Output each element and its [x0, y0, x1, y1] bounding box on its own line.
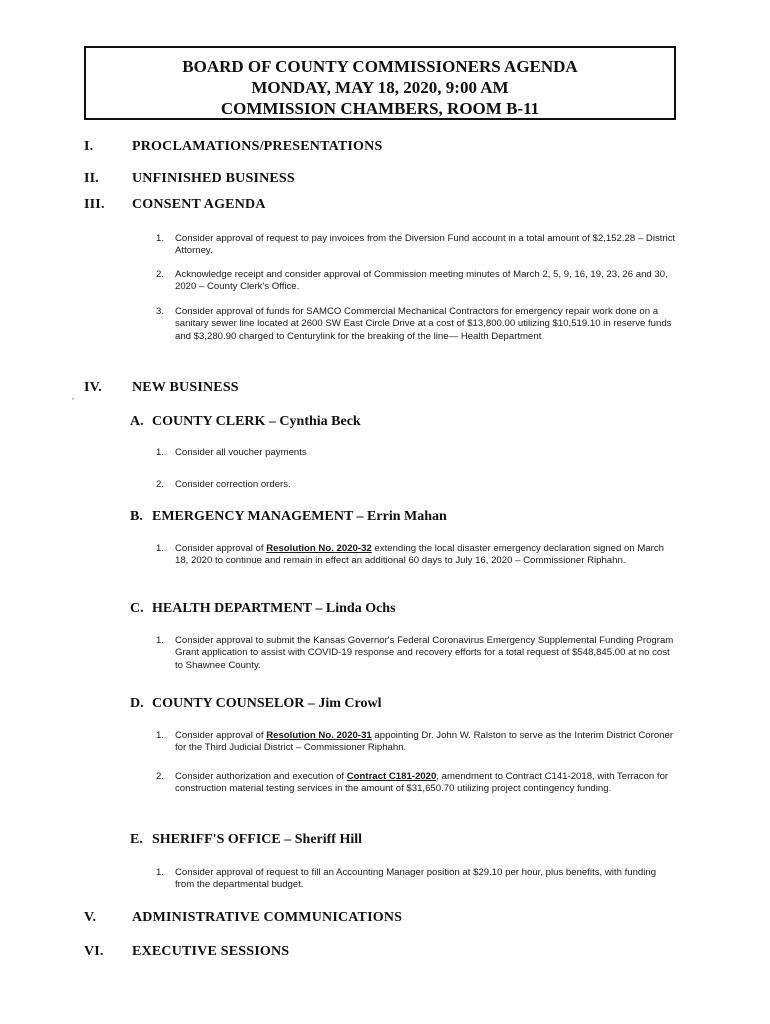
health-department-item-1 — [156, 635, 676, 672]
subsection-title: COUNTY COUNSELOR – Jim Crowl — [152, 696, 382, 711]
subsection-title: EMERGENCY MANAGEMENT – Errin Mahan — [152, 509, 447, 524]
subsection-letter: B. — [130, 509, 143, 524]
consent-item-2 — [156, 269, 676, 294]
section-administrative-communications — [84, 910, 402, 926]
item-text: Consider approval to submit the Kansas Governor's Federal Coronavirus Emergency Supplemental Funding Program Grant application to assist with COVID-19 response and recovery efforts for a total request of $548,845.00 at no cost to Shawnee County. — [175, 635, 674, 671]
item-number: 1. — [156, 233, 165, 244]
section-title: PROCLAMATIONS/PRESENTATIONS — [132, 139, 383, 154]
contract-link[interactable]: Contract C181-2020 — [346, 771, 437, 782]
item-number: 1. — [156, 543, 165, 554]
section-title: CONSENT AGENDA — [132, 197, 266, 212]
section-number: I. — [84, 139, 94, 154]
item-number: 2. — [156, 771, 165, 782]
item-text-pre: Consider approval of — [175, 730, 267, 741]
subsection-letter: E. — [130, 832, 143, 847]
section-number: IV. — [84, 380, 102, 395]
section-title: UNFINISHED BUSINESS — [132, 171, 295, 186]
agenda-title-line-2: MONDAY, MAY 18, 2020, 9:00 AM — [251, 78, 509, 97]
item-number: 2. — [156, 479, 165, 490]
subsection-county-counselor — [130, 696, 381, 712]
item-text: Consider approval of request to fill an Accounting Manager position at $29.10 per hour, plus benefits, with funding from the departmental budget. — [175, 867, 657, 891]
sheriffs-office-item-1 — [156, 867, 676, 892]
section-new-business — [84, 380, 239, 396]
item-text-post: , amendment to Contract C141-2018, with Terracon for construction material testing services in the amount of $31,650.70 utilizing project contingency funding. — [175, 771, 669, 795]
subsection-letter: D. — [130, 696, 144, 711]
consent-item-3 — [156, 306, 676, 343]
item-number: 1. — [156, 730, 165, 741]
resolution-link[interactable]: Resolution No. 2020-31 — [266, 730, 372, 741]
emergency-management-item-1 — [156, 543, 676, 568]
item-number: 3. — [156, 306, 165, 317]
section-number: VI. — [84, 944, 104, 959]
agenda-title-box — [84, 46, 676, 120]
subsection-county-clerk — [130, 414, 361, 430]
subsection-emergency-management — [130, 509, 447, 525]
item-text: Consider correction orders. — [175, 479, 291, 490]
section-consent-agenda — [84, 197, 266, 213]
county-clerk-item-1 — [156, 447, 676, 459]
resolution-link[interactable]: Resolution No. 2020-32 — [266, 543, 372, 554]
item-text-post: extending the local disaster emergency declaration signed on March 18, 2020 to continue and remain in effect an additional 60 days to July 16, 2020 – Commissioner Riphahn. — [175, 543, 665, 567]
county-counselor-item-2 — [156, 771, 676, 796]
item-text — [175, 730, 676, 755]
item-text — [175, 543, 676, 568]
subsection-title: COUNTY CLERK – Cynthia Beck — [152, 414, 361, 429]
section-unfinished-business — [84, 171, 295, 187]
item-text-pre: Consider authorization and execution of — [175, 771, 347, 782]
consent-item-1 — [156, 233, 676, 258]
subsection-title: HEALTH DEPARTMENT – Linda Ochs — [152, 601, 396, 616]
item-text: Consider approval of request to pay invoices from the Diversion Fund account in a total amount of $2,152.28 – District Attorney. — [175, 233, 676, 257]
item-number: 1. — [156, 635, 165, 646]
item-text-post: appointing Dr. John W. Ralston to serve as the Interim District Coroner for the Third Judicial District – Commissioner Riphahn. — [175, 730, 674, 754]
subsection-health-department — [130, 601, 396, 617]
section-executive-sessions — [84, 944, 289, 960]
agenda-title-line-3: COMMISSION CHAMBERS, ROOM B-11 — [220, 99, 540, 118]
section-number: II. — [84, 171, 99, 186]
subsection-title: SHERIFF'S OFFICE – Sheriff Hill — [152, 832, 363, 847]
section-title: NEW BUSINESS — [132, 380, 239, 395]
subsection-letter: A. — [130, 414, 144, 429]
item-text — [175, 771, 676, 796]
item-text-pre: Consider approval of — [175, 543, 267, 554]
section-number: V. — [84, 910, 97, 925]
section-number: III. — [84, 197, 105, 212]
agenda-title-line-1: BOARD OF COUNTY COMMISSIONERS AGENDA — [182, 57, 578, 76]
item-text: Acknowledge receipt and consider approval of Commission meeting minutes of March 2, 5, 9, 16, 19, 23, 26 and 30, 2020 – County Clerk's Office. — [175, 269, 668, 293]
item-text: Consider all voucher payments — [175, 447, 307, 458]
county-clerk-item-2 — [156, 479, 676, 491]
section-title: EXECUTIVE SESSIONS — [132, 944, 290, 959]
item-number: 1. — [156, 867, 165, 878]
section-proclamations — [84, 139, 382, 155]
subsection-sheriffs-office — [130, 832, 362, 848]
subsection-letter: C. — [130, 601, 144, 616]
item-text: Consider approval of funds for SAMCO Commercial Mechanical Contractors for emergency repair work done on a sanitary sewer line located at 2600 SW East Circle Drive at a cost of $13,800.00 utilizing $10,519.10 in reserve funds and $3,280.90 charged to Centurylink for the breaking of the line— Health Department — [175, 306, 672, 342]
item-number: 1. — [156, 447, 165, 458]
section-title: ADMINISTRATIVE COMMUNICATIONS — [132, 910, 403, 925]
county-counselor-item-1 — [156, 730, 676, 755]
item-number: 2. — [156, 269, 165, 280]
scan-mark: , — [72, 392, 74, 401]
